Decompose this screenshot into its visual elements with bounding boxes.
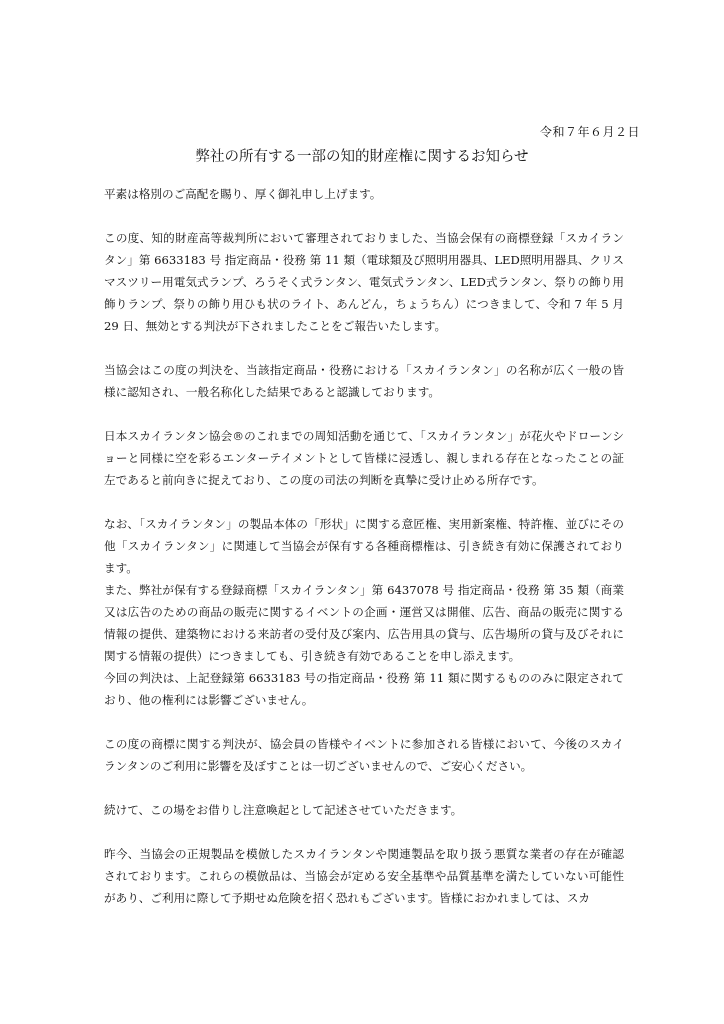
- notice-title: 弊社の所有する一部の知的財産権に関するお知らせ: [195, 149, 529, 165]
- greeting-paragraph: 平素は格別のご高配を賜り、厚く御礼申し上げます。: [104, 187, 382, 201]
- reassurance-paragraph: この度の商標に関する判決が、協会員の皆様やイベントに参加される皆様において、今後のスカイランタンのご利用に影響を及ぼすことは一切ございませんので、ご安心ください。: [104, 737, 624, 773]
- scope-limitation-paragraph: 今回の判決は、上記登録第 6633183 号の指定商品・役務 第 11 類に関するもののみに限定されており、他の権利には影響ございません。: [104, 671, 624, 707]
- recognition-paragraph: 当協会はこの度の判決を、当該指定商品・役務における「スカイランタン」の名称が広く一般の皆様に認知され、一般名称化した結果であると認識しております。: [104, 363, 624, 399]
- class-35-trademark-paragraph: また、弊社が保有する登録商標「スカイランタン」第 6437078 号 指定商品・役務 第 35 類（商業又は広告のための商品の販売に関するイベントの企画・運営又は開催、広告、商品の販売に関する情報の提供、建築物における来訪者の受付及び案内、広告用具の貸与、広告場所の貸与及びそれに関する情報の提供）につきましても、引き続き有効であることを申し添えます。: [104, 583, 624, 663]
- judgment-report-paragraph: この度、知的財産高等裁判所において審理されておりました、当協会保有の商標登録「スカイランタン」第 6633183 号 指定商品・役務 第 11 類（電球類及び照明用器具、LED照明用器具、クリスマスツリー用電気式ランプ、ろうそく式ランタン、電気式ランタン、LED式ランタン、祭りの飾り用飾りランプ、祭りの飾り用ひも状のライト、あんどん，ちょうちん）につきまして、令和 7 年 5 月 29 日、無効とする判決が下されましたことをご報告いたします。: [104, 231, 624, 333]
- caution-intro-paragraph: 続けて、この場をお借りし注意喚起として記述させていただきます。: [104, 803, 463, 817]
- association-activity-paragraph: 日本スカイランタン協会®のこれまでの周知活動を通じて、「スカイランタン」が花火やドローンショーと同様に空を彩るエンターテイメントとして皆様に浸透し、親しまれる存在となったことの証左であると前向きに捉えており、この度の司法の判断を真摯に受け止める所存です。: [104, 429, 624, 487]
- notice-body: [104, 183, 624, 909]
- other-rights-paragraph: なお、「スカイランタン」の製品本体の「形状」に関する意匠権、実用新案権、特許権、並びにその他「スカイランタン」に関連して当協会が保有する各種商標権は、引き続き有効に保護されております。: [104, 517, 624, 575]
- counterfeit-warning-paragraph: 昨今、当協会の正規製品を模倣したスカイランタンや関連製品を取り扱う悪質な業者の存在が確認されております。これらの模倣品は、当協会が定める安全基準や品質基準を満たしていない可能性があり、ご利用に際して予期せぬ危険を招く恐れもございます。皆様におかれましては、スカ: [104, 847, 624, 905]
- notice-date: 令和７年６月２日: [539, 125, 640, 139]
